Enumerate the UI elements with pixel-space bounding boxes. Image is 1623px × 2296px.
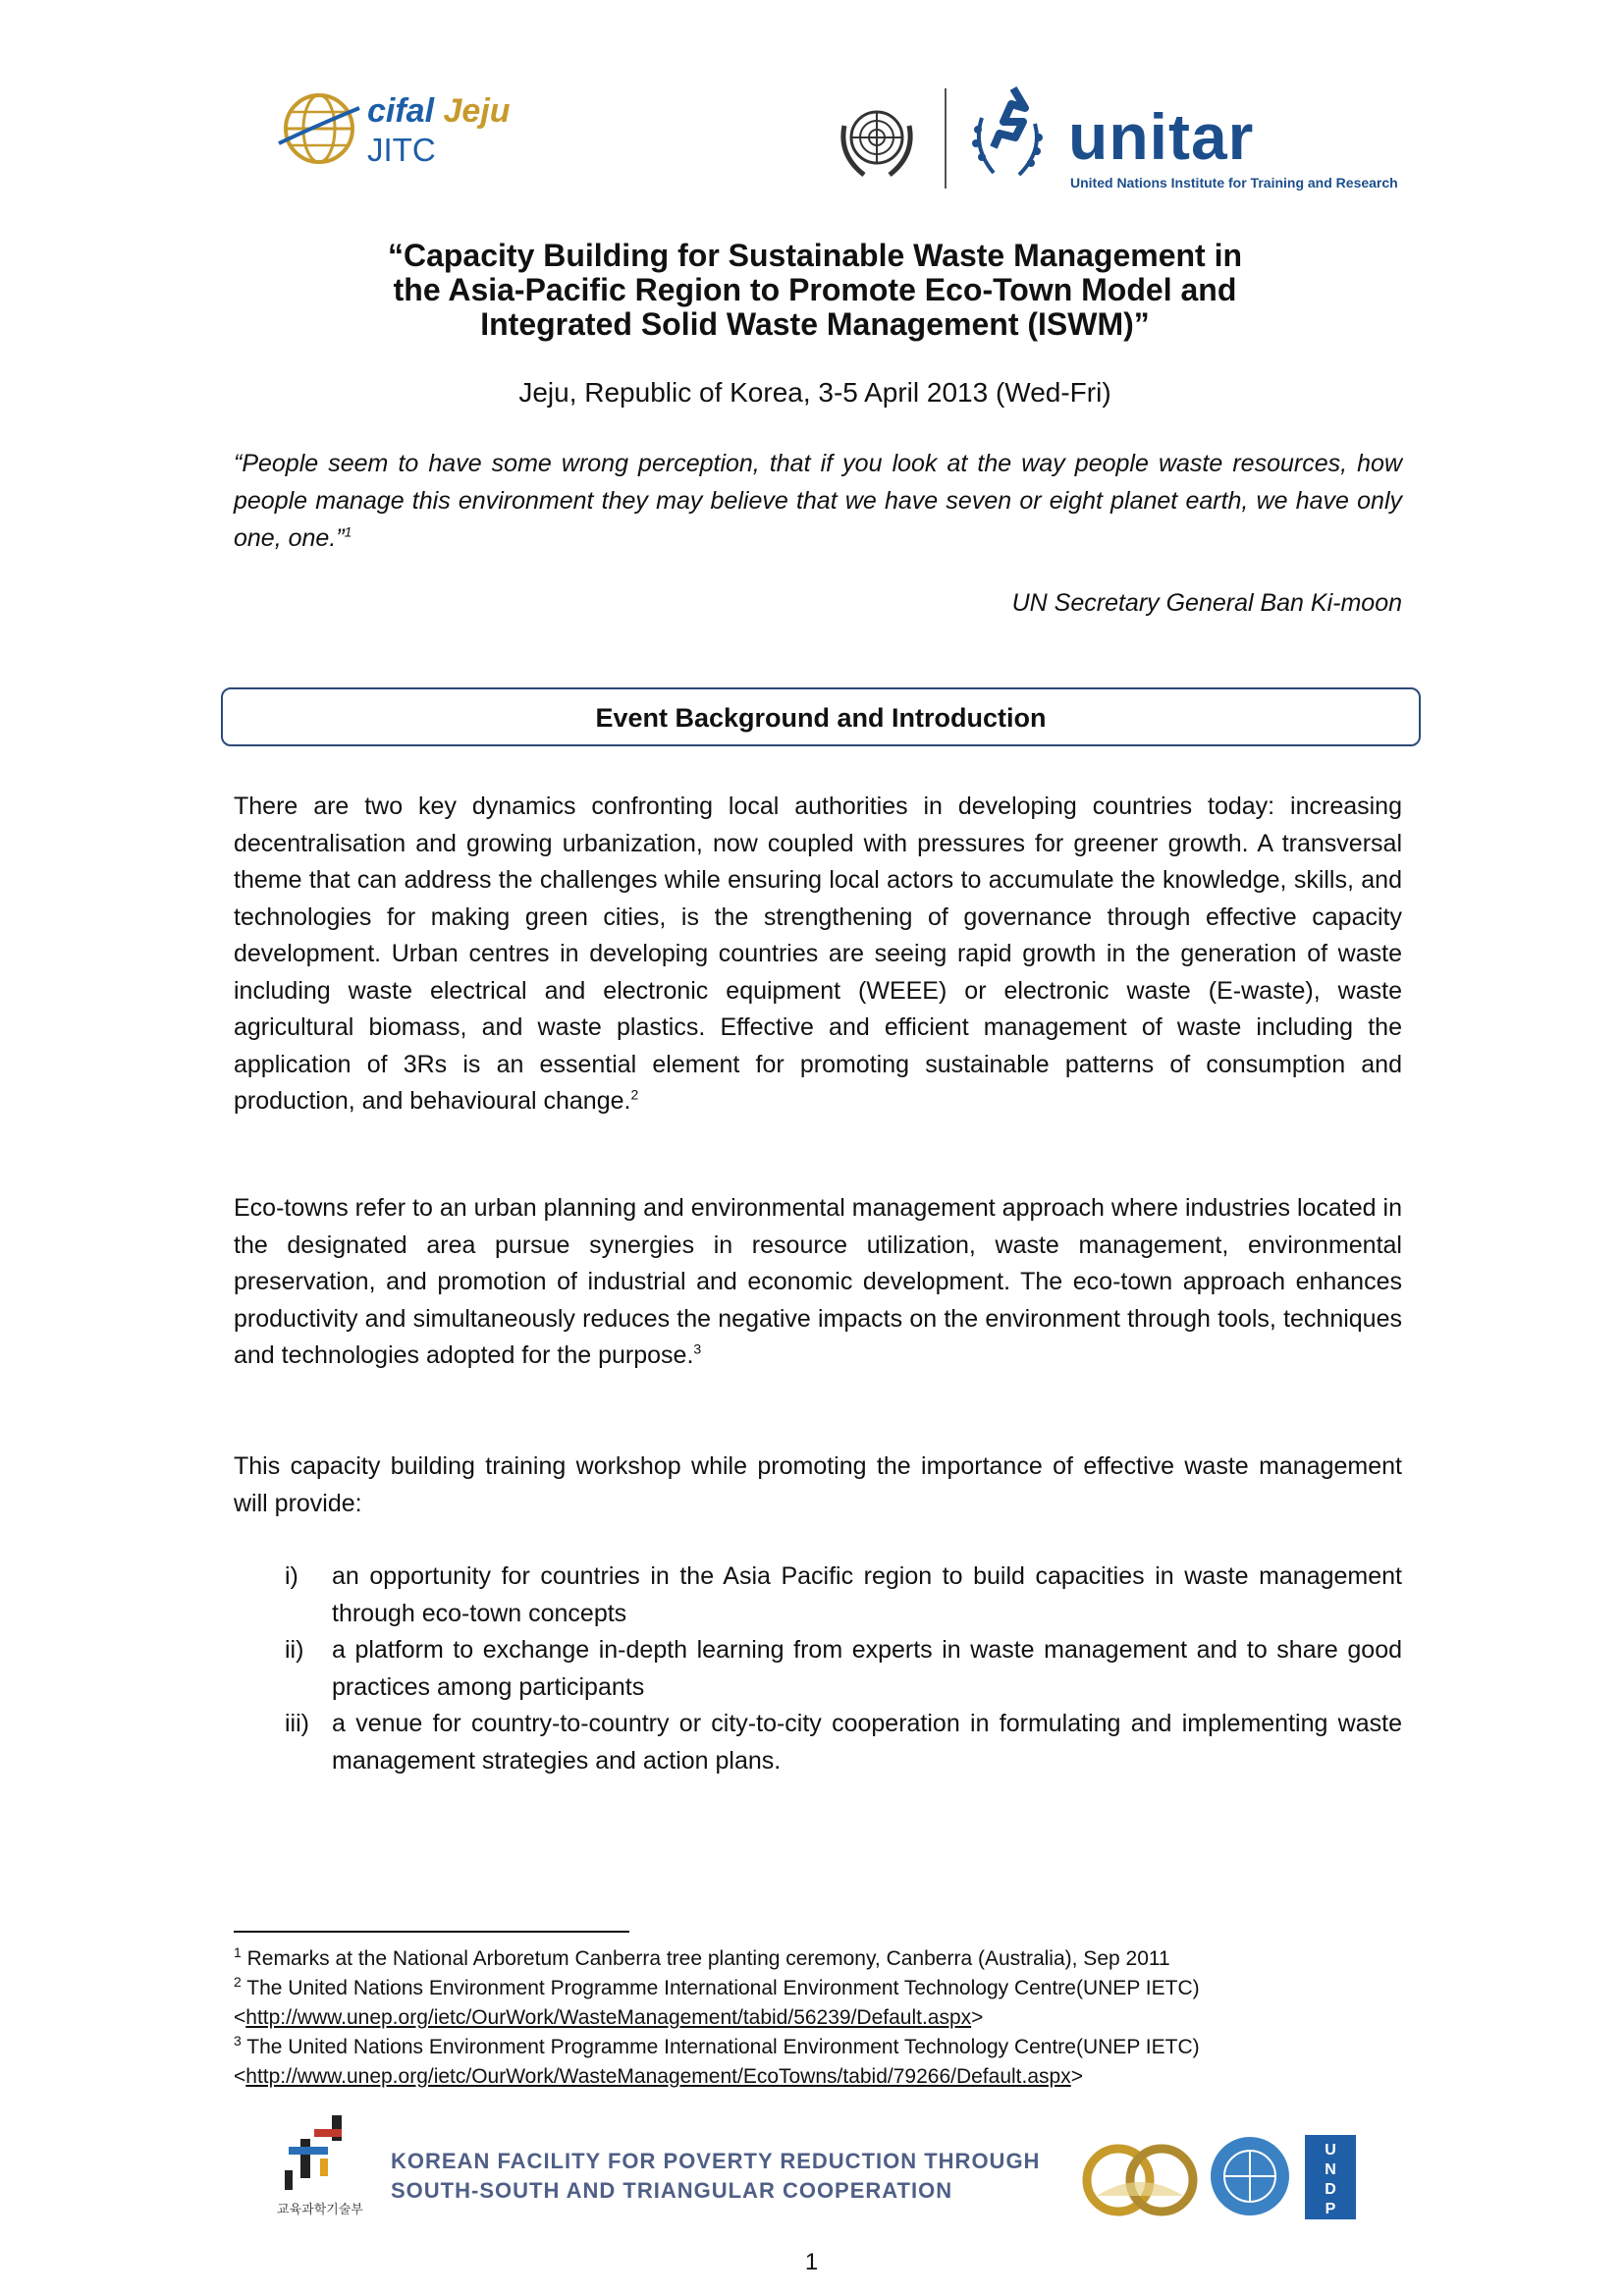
footnote-1 <box>234 1944 1402 1974</box>
list-item-text: an opportunity for countries in the Asia Pacific region to build capacities in waste management through eco-town concepts <box>332 1562 1402 1627</box>
list-item-text: a platform to exchange in-depth learning from experts in waste management and to share good practices among participants <box>332 1636 1402 1701</box>
rings-logo-icon <box>1087 2149 1193 2212</box>
footer-line-2: SOUTH-SOUTH AND TRIANGULAR COOPERATION <box>391 2178 953 2203</box>
globe-icon <box>277 86 361 171</box>
unitar-wordmark: unitar <box>1068 100 1255 173</box>
cifal-jeju-logo <box>277 86 562 175</box>
list-item-number: i) <box>285 1562 298 1590</box>
ministry-mark-icon <box>271 2113 369 2194</box>
header-divider <box>945 88 947 189</box>
svg-text:N: N <box>1325 2161 1336 2178</box>
footnote-3-link[interactable]: http://www.unep.org/ietc/OurWork/WasteManagement/EcoTowns/tabid/79266/Default.aspx <box>245 2065 1071 2088</box>
footnote-2 <box>234 1974 1402 2003</box>
title-line-3: Integrated Solid Waste Management (ISWM)” <box>480 306 1150 342</box>
paragraph-3: This capacity building training workshop while promoting the importance of effective waste management will provide: <box>234 1452 1402 1517</box>
svg-text:P: P <box>1325 2201 1336 2217</box>
un-globe-icon <box>1211 2137 1289 2215</box>
unitar-laurel-icon <box>964 79 1053 187</box>
list-item <box>234 1632 1402 1706</box>
ministry-label: 교육과학기술부 <box>277 2202 363 2216</box>
quote-block <box>234 445 1402 557</box>
list-item <box>234 1706 1402 1779</box>
undp-logo-icon <box>1305 2135 1356 2219</box>
cifal-wordmark: cifal Jeju <box>367 92 511 130</box>
title-line-1: “Capacity Building for Sustainable Waste Management in <box>387 238 1243 273</box>
paragraph-2 <box>234 1190 1402 1375</box>
paragraph-1 <box>234 789 1402 1121</box>
list-item-number: ii) <box>285 1636 304 1664</box>
page-number: 1 <box>804 2249 819 2275</box>
footer-facility-text <box>391 2147 1040 2206</box>
list-item-number: iii) <box>285 1710 309 1737</box>
paragraph-2-text: Eco-towns refer to an urban planning and environmental management approach where industries located in the designated area pursue synergies in resource utilization, waste management, environmental preservation, and promotion of industrial and economic development. The eco-town approach enhances productivity and simultaneously reduces the negative impacts on the environment through tools, techniques and technologies adopted for the purpose. <box>234 1194 1402 1369</box>
un-emblem-icon <box>833 96 921 185</box>
unitar-subtitle: United Nations Institute for Training and Research <box>1070 175 1398 191</box>
bracket-close: > <box>971 2006 984 2029</box>
footnote-text: The United Nations Environment Programme International Environment Technology Centre(UNEP IETC) <box>246 1977 1200 1999</box>
footnote-ref-1: 1 <box>344 523 352 540</box>
paragraph-1-text: There are two key dynamics confronting local authorities in developing countries today: increasing decentralisation and growing urbanization, now coupled with pressures for greener growth. A transversal theme that can address the challenges while ensuring local actors to accumulate the knowledge, skills, and technologies for making green cities, is the strengthening of governance through effective capacity development. Urban centres in developing countries are seeing rapid growth in the generation of waste including waste electrical and electronic equipment (WEEE) or electronic waste (E-waste), waste agricultural biomass, and waste plastics. Effective and efficient management of waste including the application of 3Rs is an essential element for promoting sustainable patterns of consumption and production, and behavioural change. <box>234 793 1402 1115</box>
quote-text: “People seem to have some wrong perception, that if you look at the way people waste resources, how people manage this environment they may believe that we have seven or eight planet earth, we have only one, one.” <box>234 450 1402 552</box>
jitc-wordmark: JITC <box>367 132 436 168</box>
footnote-2-link[interactable]: http://www.unep.org/ietc/OurWork/WasteManagement/tabid/56239/Default.aspx <box>245 2006 972 2029</box>
footer-line-1: KOREAN FACILITY FOR POVERTY REDUCTION THROUGH <box>391 2149 1041 2173</box>
svg-text:D: D <box>1325 2181 1336 2198</box>
korean-ministry-logo <box>271 2113 369 2221</box>
bracket-open: < <box>234 2006 246 2029</box>
footnote-3-link-line <box>234 2062 1402 2092</box>
list-item-text: a venue for country-to-country or city-to-city cooperation in formulating and implementing waste management strategies and action plans. <box>332 1710 1402 1775</box>
list-item <box>234 1558 1402 1632</box>
event-location-date: Jeju, Republic of Korea, 3-5 April 2013 (Wed-Fri) <box>518 377 1111 408</box>
footnotes <box>234 1944 1402 2092</box>
footnote-number: 1 <box>234 1944 242 1960</box>
footnote-separator <box>234 1931 629 1933</box>
footnote-text: Remarks at the National Arboretum Canberra tree planting ceremony, Canberra (Australia), Sep 2011 <box>246 1947 1170 1970</box>
footnote-text: The United Nations Environment Programme International Environment Technology Centre(UNEP IETC) <box>246 2036 1200 2058</box>
provisions-list <box>234 1558 1402 1779</box>
document-title <box>275 239 1355 342</box>
bracket-open: < <box>234 2065 246 2088</box>
quote-author: UN Secretary General Ban Ki-moon <box>1011 589 1402 617</box>
title-line-2: the Asia-Pacific Region to Promote Eco-Town Model and <box>393 272 1237 307</box>
footnote-ref-3: 3 <box>693 1340 702 1357</box>
footnote-number: 3 <box>234 2033 242 2049</box>
footnote-3 <box>234 2033 1402 2062</box>
footnote-number: 2 <box>234 1974 242 1990</box>
footnote-ref-2: 2 <box>630 1086 639 1103</box>
bracket-close: > <box>1070 2065 1083 2088</box>
partner-logos <box>1077 2129 1362 2223</box>
svg-text:U: U <box>1325 2142 1336 2159</box>
section-heading: Event Background and Introduction <box>595 703 1047 733</box>
footnote-2-link-line <box>234 2003 1402 2033</box>
